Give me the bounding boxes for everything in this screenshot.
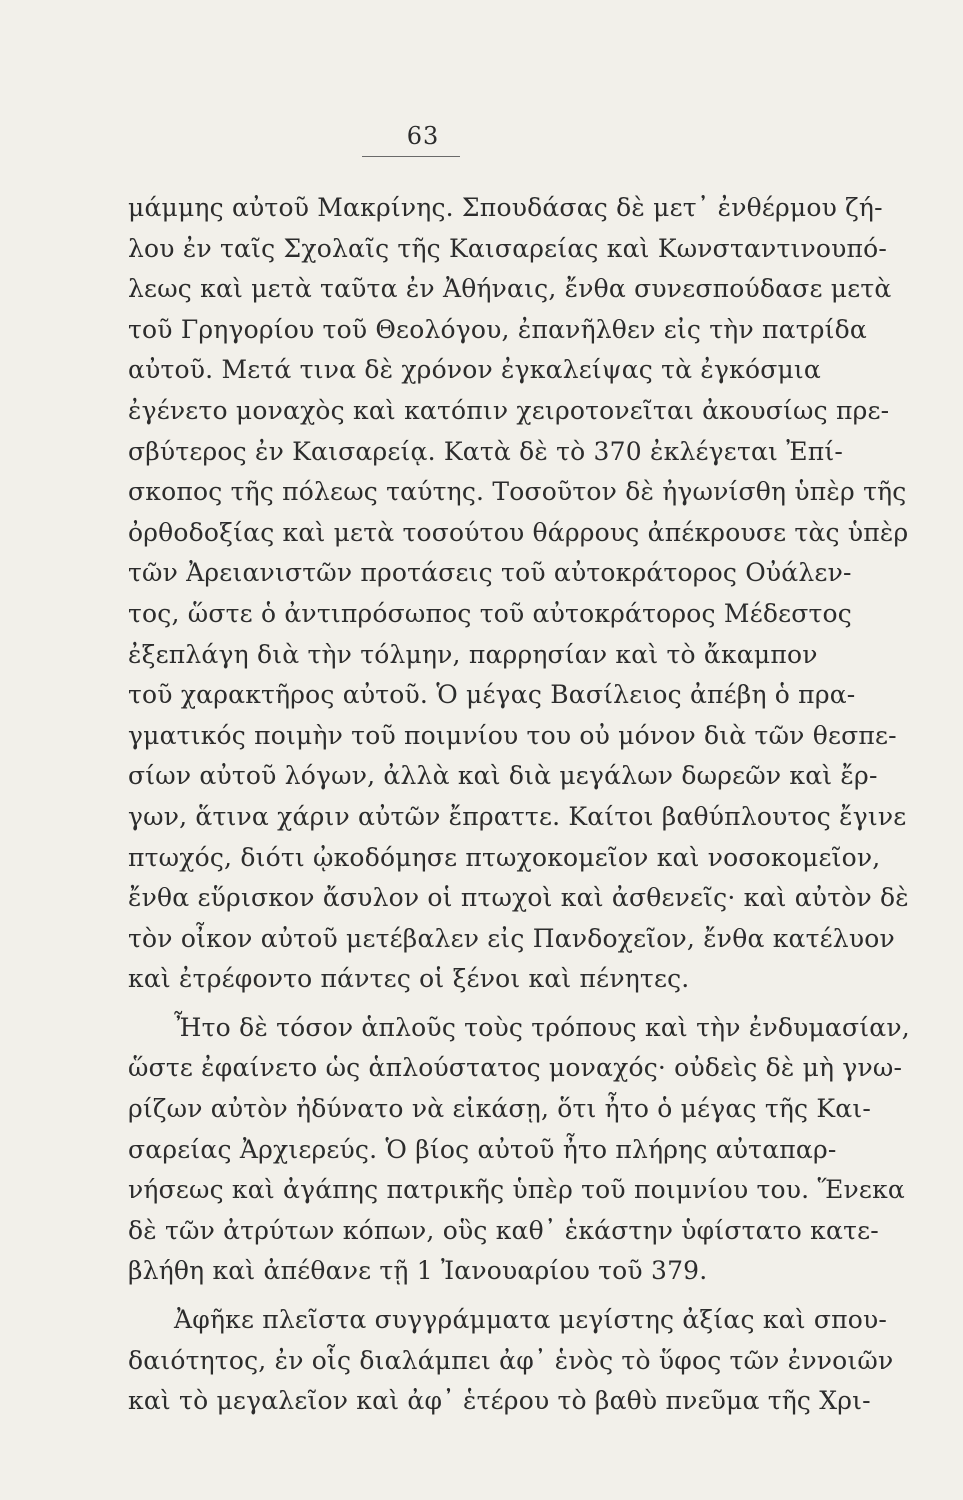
text-line: Ἦτο δὲ τόσον ἁπλοῦς τοὺς τρόπους καὶ τὴν ἐνδυμασίαν, [174, 1012, 910, 1042]
body-text [128, 188, 910, 1422]
page-number: 63 [406, 122, 440, 150]
text-line: λεως καὶ μετὰ ταῦτα ἐν Ἀθήναις, ἔνθα συνεσπούδασε μετὰ [128, 274, 892, 304]
page-number-rule [362, 156, 460, 157]
text-line: τοῦ χαρακτῆρος αὐτοῦ. Ὁ μέγας Βασίλειος ἀπέβη ὁ πρα- [128, 680, 856, 710]
text-line: ἐξεπλάγη διὰ τὴν τόλμην, παρρησίαν καὶ τὸ ἄκαμπον [128, 639, 818, 669]
text-line: καὶ ἐτρέφοντο πάντες οἱ ξένοι καὶ πένητες. [128, 964, 690, 994]
paragraph-3 [128, 1300, 894, 1422]
text-line: σίων αὐτοῦ λόγων, ἀλλὰ καὶ διὰ μεγάλων δωρεῶν καὶ ἔρ- [128, 761, 878, 791]
text-line: σβύτερος ἐν Καισαρείᾳ. Κατὰ δὲ τὸ 370 ἐκλέγεται Ἐπί- [128, 436, 844, 466]
text-line: καὶ τὸ μεγαλεῖον καὶ ἀφ᾽ ἑτέρου τὸ βαθὺ πνεῦμα τῆς Χρι- [128, 1386, 871, 1416]
paragraph-gap [128, 1292, 788, 1300]
text-line: γων, ἅτινα χάριν αὐτῶν ἔπραττε. Καίτοι βαθύπλουτος ἔγινε [128, 801, 907, 831]
text-line: τῶν Ἀρειανιστῶν προτάσεις τοῦ αὐτοκράτορος Οὐάλεν- [128, 558, 852, 588]
text-line: γματικός ποιμὴν τοῦ ποιμνίου του οὐ μόνον διὰ τῶν θεσπε- [128, 720, 897, 750]
text-line: τοῦ Γρηγορίου τοῦ Θεολόγου, ἐπανῆλθεν εἰς τὴν πατρίδα [128, 314, 867, 344]
text-line: ὀρθοδοξίας καὶ μετὰ τοσούτου θάρρους ἀπέκρουσε τὰς ὑπὲρ [128, 517, 909, 547]
text-line: σκοπος τῆς πόλεως ταύτης. Τοσοῦτον δὲ ἠγωνίσθη ὑπὲρ τῆς [128, 477, 907, 507]
text-line: σαρείας Ἀρχιερεύς. Ὁ βίος αὐτοῦ ἦτο πλήρης αὐταπαρ- [128, 1134, 837, 1164]
text-line: τὸν οἶκον αὐτοῦ μετέβαλεν εἰς Πανδοχεῖον, ἔνθα κατέλυον [128, 923, 895, 953]
text-line: τος, ὥστε ὁ ἀντιπρόσωπος τοῦ αὐτοκράτορος Μέδεστος [128, 598, 853, 628]
paragraph-1 [128, 188, 909, 1000]
text-line: μάμμης αὐτοῦ Μακρίνης. Σπουδάσας δὲ μετ᾽ ἐνθέρμου ζή- [128, 193, 883, 222]
paragraph-2 [128, 1008, 910, 1292]
text-line: αὐτοῦ. Μετά τινα δὲ χρόνον ἐγκαλείψας τὰ ἐγκόσμια [128, 355, 822, 385]
text-line: ὥστε ἐφαίνετο ὡς ἁπλούστατος μοναχός· οὐδεὶς δὲ μὴ γνω- [128, 1053, 903, 1083]
text-line: ἐγένετο μοναχὸς καὶ κατόπιν χειροτονεῖται ἀκουσίως πρε- [128, 395, 890, 425]
text-line: λου ἐν ταῖς Σχολαῖς τῆς Καισαρείας καὶ Κωνσταντινουπό- [128, 233, 888, 263]
text-line: Ἀφῆκε πλεῖστα συγγράμματα μεγίστης ἀξίας καὶ σπου- [174, 1305, 888, 1335]
text-line: ἔνθα εὕρισκον ἄσυλον οἱ πτωχοὶ καὶ ἀσθενεῖς· καὶ αὐτὸν δὲ [128, 883, 909, 913]
text-line: πτωχός, διότι ᾠκοδόμησε πτωχοκομεῖον καὶ νοσοκομεῖον, [128, 842, 881, 872]
text-line: βλήθη καὶ ἀπέθανε τῇ 1 Ἰανουαρίου τοῦ 379. [128, 1256, 708, 1286]
text-line: δαιότητος, ἐν οἷς διαλάμπει ἀφ᾽ ἑνὸς τὸ ὕφος τῶν ἐννοιῶν [128, 1345, 894, 1375]
text-line: νήσεως καὶ ἀγάπης πατρικῆς ὑπὲρ τοῦ ποιμνίου του. Ἕνεκα [128, 1175, 905, 1205]
text-line: ρίζων αὐτὸν ἠδύνατο νὰ εἰκάσῃ, ὅτι ἦτο ὁ μέγας τῆς Και- [128, 1094, 872, 1124]
text-line: δὲ τῶν ἀτρύτων κόπων, οὓς καθ᾽ ἑκάστην ὑφίστατο κατε- [128, 1215, 879, 1245]
paragraph-gap [128, 1000, 788, 1008]
